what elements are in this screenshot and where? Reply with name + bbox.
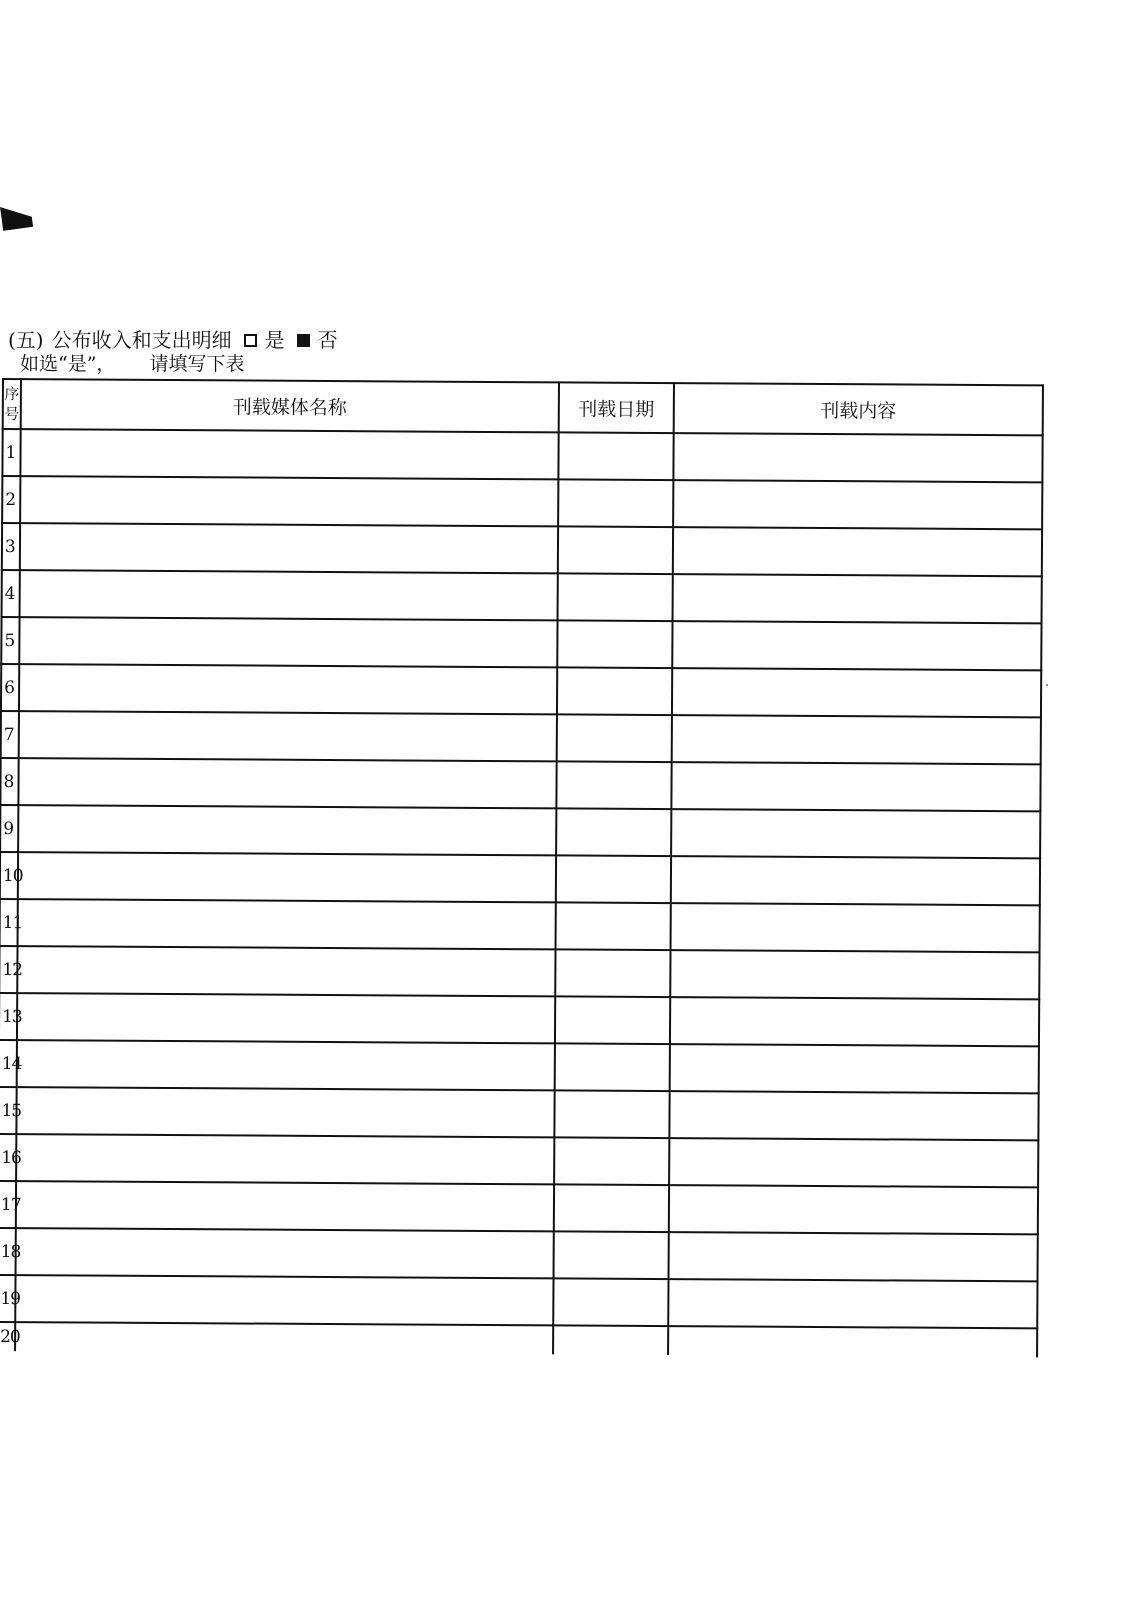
table-row <box>0 758 1040 811</box>
media-name-cell[interactable] <box>16 1228 554 1278</box>
publish-date-cell[interactable] <box>555 949 670 997</box>
table-row <box>0 946 1040 999</box>
row-serial-number: 13 <box>0 993 17 1040</box>
media-name-cell[interactable] <box>20 429 558 479</box>
publish-content-cell[interactable] <box>671 903 1040 952</box>
media-publication-table <box>0 378 1044 1357</box>
row-serial-number: 9 <box>0 805 18 852</box>
section-prefix: (五) <box>8 328 44 352</box>
table-row <box>1 664 1041 717</box>
row-serial-number: 18 <box>0 1228 16 1275</box>
table-header-row <box>3 379 1043 435</box>
section-title-line <box>8 328 338 352</box>
row-serial-number: 2 <box>2 476 20 523</box>
row-serial-number: 19 <box>0 1275 16 1322</box>
table-row <box>0 899 1040 952</box>
instruction-text: 请填写下表 <box>149 353 245 375</box>
row-serial-number: 7 <box>1 711 19 758</box>
yes-checkbox[interactable] <box>244 334 257 347</box>
publish-date-cell[interactable] <box>556 902 671 950</box>
publish-content-cell[interactable] <box>672 715 1041 764</box>
publish-content-cell[interactable] <box>670 997 1039 1046</box>
media-name-cell[interactable] <box>19 617 557 667</box>
publish-date-cell[interactable] <box>554 1137 669 1185</box>
publish-content-cell[interactable] <box>671 762 1040 811</box>
table-row <box>0 805 1040 858</box>
publish-date-cell[interactable] <box>557 667 672 715</box>
section-heading <box>8 328 338 376</box>
table-row <box>0 1228 1038 1281</box>
publish-date-cell[interactable] <box>558 526 673 574</box>
publish-content-cell[interactable] <box>669 1185 1038 1234</box>
table-row <box>1 711 1041 764</box>
table-row <box>0 1322 1037 1357</box>
publish-date-cell[interactable] <box>556 855 671 903</box>
table-row <box>0 1275 1038 1328</box>
publish-date-cell[interactable] <box>557 620 672 668</box>
page-corner-mark <box>0 203 33 231</box>
publish-content-cell[interactable] <box>668 1279 1037 1328</box>
media-name-cell[interactable] <box>17 946 555 996</box>
table-row <box>2 523 1042 576</box>
publish-content-cell[interactable] <box>668 1326 1037 1357</box>
publish-content-cell[interactable] <box>672 668 1041 717</box>
media-name-cell[interactable] <box>20 570 558 620</box>
publish-content-cell[interactable] <box>673 527 1042 576</box>
row-serial-number: 11 <box>0 899 18 946</box>
row-serial-number: 4 <box>2 570 20 617</box>
publish-date-cell[interactable] <box>554 1231 669 1279</box>
header-publish-content: 刊载内容 <box>674 383 1043 435</box>
row-serial-number: 16 <box>0 1134 16 1181</box>
publish-date-cell[interactable] <box>554 1090 669 1138</box>
media-name-cell[interactable] <box>18 805 556 855</box>
row-serial-number: 15 <box>0 1087 17 1134</box>
publish-date-cell[interactable] <box>558 573 673 621</box>
table-row <box>0 1134 1038 1187</box>
media-name-cell[interactable] <box>16 1134 554 1184</box>
media-name-cell[interactable] <box>16 1181 554 1231</box>
section-title: 公布收入和支出明细 <box>51 328 232 352</box>
table-row <box>0 993 1039 1046</box>
table-row <box>0 1181 1038 1234</box>
publish-date-cell[interactable] <box>555 1043 670 1091</box>
publish-date-cell[interactable] <box>556 808 671 856</box>
no-checkbox[interactable] <box>297 334 310 347</box>
media-name-cell[interactable] <box>20 523 558 573</box>
header-serial-number: 序号 <box>3 379 21 429</box>
publish-content-cell[interactable] <box>673 433 1042 482</box>
row-serial-number: 5 <box>1 617 19 664</box>
table-row <box>2 476 1042 529</box>
table-row <box>0 852 1040 905</box>
media-name-cell[interactable] <box>19 664 557 714</box>
media-name-cell[interactable] <box>16 1087 554 1137</box>
publish-date-cell[interactable] <box>556 761 671 809</box>
table-body <box>0 429 1043 1357</box>
publish-content-cell[interactable] <box>671 856 1040 905</box>
publish-date-cell[interactable] <box>557 714 672 762</box>
row-serial-number: 12 <box>0 946 18 993</box>
row-serial-number: 6 <box>1 664 19 711</box>
table-row <box>0 1087 1039 1140</box>
row-serial-number: 14 <box>0 1040 17 1087</box>
publish-date-cell[interactable] <box>555 996 670 1044</box>
header-media-name: 刊载媒体名称 <box>21 379 559 432</box>
publish-content-cell[interactable] <box>669 1091 1038 1140</box>
scan-speck <box>1046 684 1048 686</box>
media-name-cell[interactable] <box>17 993 555 1043</box>
row-serial-number: 3 <box>2 523 20 570</box>
publish-content-cell[interactable] <box>670 950 1039 999</box>
publish-content-cell[interactable] <box>670 1044 1039 1093</box>
publish-date-cell[interactable] <box>558 432 673 480</box>
media-name-cell[interactable] <box>18 852 556 902</box>
media-name-cell[interactable] <box>17 1040 555 1090</box>
media-name-cell[interactable] <box>18 899 556 949</box>
publish-content-cell[interactable] <box>672 621 1041 670</box>
table-row <box>0 1040 1039 1093</box>
yes-label: 是 <box>264 328 285 352</box>
media-name-cell[interactable] <box>20 476 558 526</box>
media-name-cell[interactable] <box>19 711 557 761</box>
row-serial-number: 8 <box>0 758 18 805</box>
row-serial-number: 20 <box>0 1322 15 1351</box>
media-name-cell[interactable] <box>18 758 556 808</box>
table-row <box>2 570 1042 623</box>
no-label: 否 <box>317 328 338 352</box>
row-serial-number: 10 <box>0 852 18 899</box>
row-serial-number: 17 <box>0 1181 16 1228</box>
publish-date-cell[interactable] <box>554 1184 669 1232</box>
media-name-cell[interactable] <box>15 1322 553 1354</box>
row-serial-number: 1 <box>2 429 20 476</box>
publish-content-cell[interactable] <box>669 1138 1038 1187</box>
publish-date-cell[interactable] <box>553 1278 668 1326</box>
publish-date-cell[interactable] <box>558 479 673 527</box>
publish-content-cell[interactable] <box>671 809 1040 858</box>
publish-content-cell[interactable] <box>673 480 1042 529</box>
instruction-line <box>8 352 338 376</box>
publish-date-cell[interactable] <box>553 1325 668 1355</box>
publish-content-cell[interactable] <box>673 574 1042 623</box>
media-name-cell[interactable] <box>15 1275 553 1325</box>
table-row <box>1 617 1041 670</box>
publish-content-cell[interactable] <box>669 1232 1038 1281</box>
table-row <box>2 429 1042 482</box>
instruction-condition: 如选“是”， <box>20 353 116 375</box>
header-publish-date: 刊载日期 <box>559 382 674 433</box>
